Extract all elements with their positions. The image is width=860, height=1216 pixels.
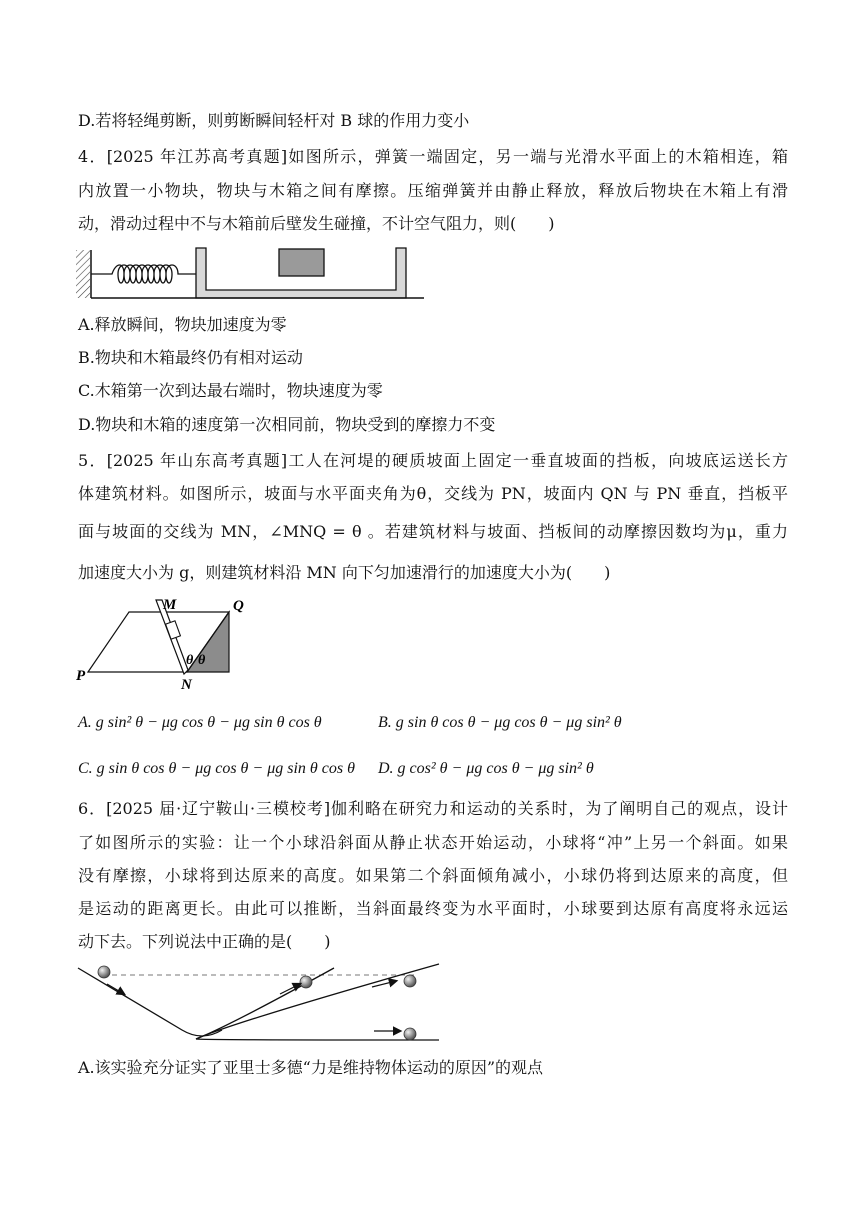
ball-start [98,966,110,978]
q4-option-a: A.释放瞬间，物块加速度为零 [78,315,287,334]
q5-stem-line-2: 体建筑材料。如图所示，坡面与水平面夹角为θ，交线为 PN，坡面内 QN 与 PN 垂直，挡板平 [78,484,788,503]
q4-option-b: B.物块和木箱最终仍有相对运动 [78,348,303,367]
ball-horizontal [404,1028,416,1040]
q5-stem-line-3: 面与坡面的交线为 MN，∠MNQ = θ 。若建筑材料与坡面、挡板间的动摩擦因数均为μ，重力 [78,522,788,541]
label-m: M [163,597,177,613]
label-q: Q [233,598,244,614]
q6-stem-line-1: 6．[2025 届·辽宁鞍山·三模校考]伽利略在研究力和运动的关系时，为了阐明自己的观点，设计 [78,799,788,818]
small-block [279,249,324,276]
slope-baffle-figure [74,592,274,692]
label-p: P [76,668,86,684]
arrow-start [107,984,124,994]
horizontal-plane [196,1039,439,1040]
first-ramp [78,968,222,1036]
q3-option-d: D.若将轻绳剪断，则剪断瞬间轻杆对 B 球的作用力变小 [78,111,470,130]
ball-gentle-ramp [404,975,416,987]
q6-option-a: A.该实验充分证实了亚里士多德“力是维持物体运动的原因”的观点 [78,1058,544,1077]
q4-stem-line-3: 动，滑动过程中不与木箱前后壁发生碰撞，不计空气阻力，则( ) [78,214,555,233]
building-material-block [166,621,181,639]
label-n: N [181,677,192,692]
spring-box-figure [74,238,434,304]
q6-stem-line-3: 没有摩擦，小球将到达原来的高度。如果第二个斜面倾角减小，小球仍将到达原来的高度，但 [78,866,788,885]
q4-stem-line-1: 4．[2025 年江苏高考真题]如图所示，弹簧一端固定，另一端与光滑水平面上的木箱相连，箱 [78,147,788,166]
q6-stem-line-5: 动下去。下列说法中正确的是( ) [78,932,331,951]
q4-stem-line-2: 内放置一小物块，物块与木箱之间有摩擦。压缩弹簧并由静止释放，释放后物块在木箱上有滑 [78,181,788,200]
wall-hatch [76,250,90,298]
ball-steep-ramp [300,976,312,988]
q4-option-d: D.物块和木箱的速度第一次相同前，物块受到的摩擦力不变 [78,415,496,434]
q5-option-a: A. g sin² θ − μg cos θ − μg sin θ cos θ [78,714,322,731]
q6-stem-line-4: 是运动的距离更长。由此可以推断，当斜面最终变为水平面时，小球要到达原有高度将永远运 [78,899,788,918]
q5-option-b: B. g sin θ cos θ − μg cos θ − μg sin² θ [378,714,622,731]
q4-option-c: C.木箱第一次到达最右端时，物块速度为零 [78,381,383,400]
galileo-ramp-figure [74,962,446,1048]
label-theta-2: θ [198,653,206,668]
steep-second-ramp [196,968,334,1039]
label-theta-1: θ [186,653,194,668]
spring-icon [91,265,196,283]
q6-stem-line-2: 了如图所示的实验：让一个小球沿斜面从静止状态开始运动，小球将“冲”上另一个斜面。如果 [78,833,788,852]
q5-option-d: D. g cos² θ − μg cos θ − μg sin² θ [378,760,594,777]
q5-option-c: C. g sin θ cos θ − μg cos θ − μg sin θ cos θ [78,760,355,777]
q5-stem-line-1: 5．[2025 年山东高考真题]工人在河堤的硬质坡面上固定一垂直坡面的挡板，向坡底运送长方 [78,451,788,470]
q5-stem-line-4: 加速度大小为 g，则建筑材料沿 MN 向下匀加速滑行的加速度大小为( ) [78,563,611,582]
